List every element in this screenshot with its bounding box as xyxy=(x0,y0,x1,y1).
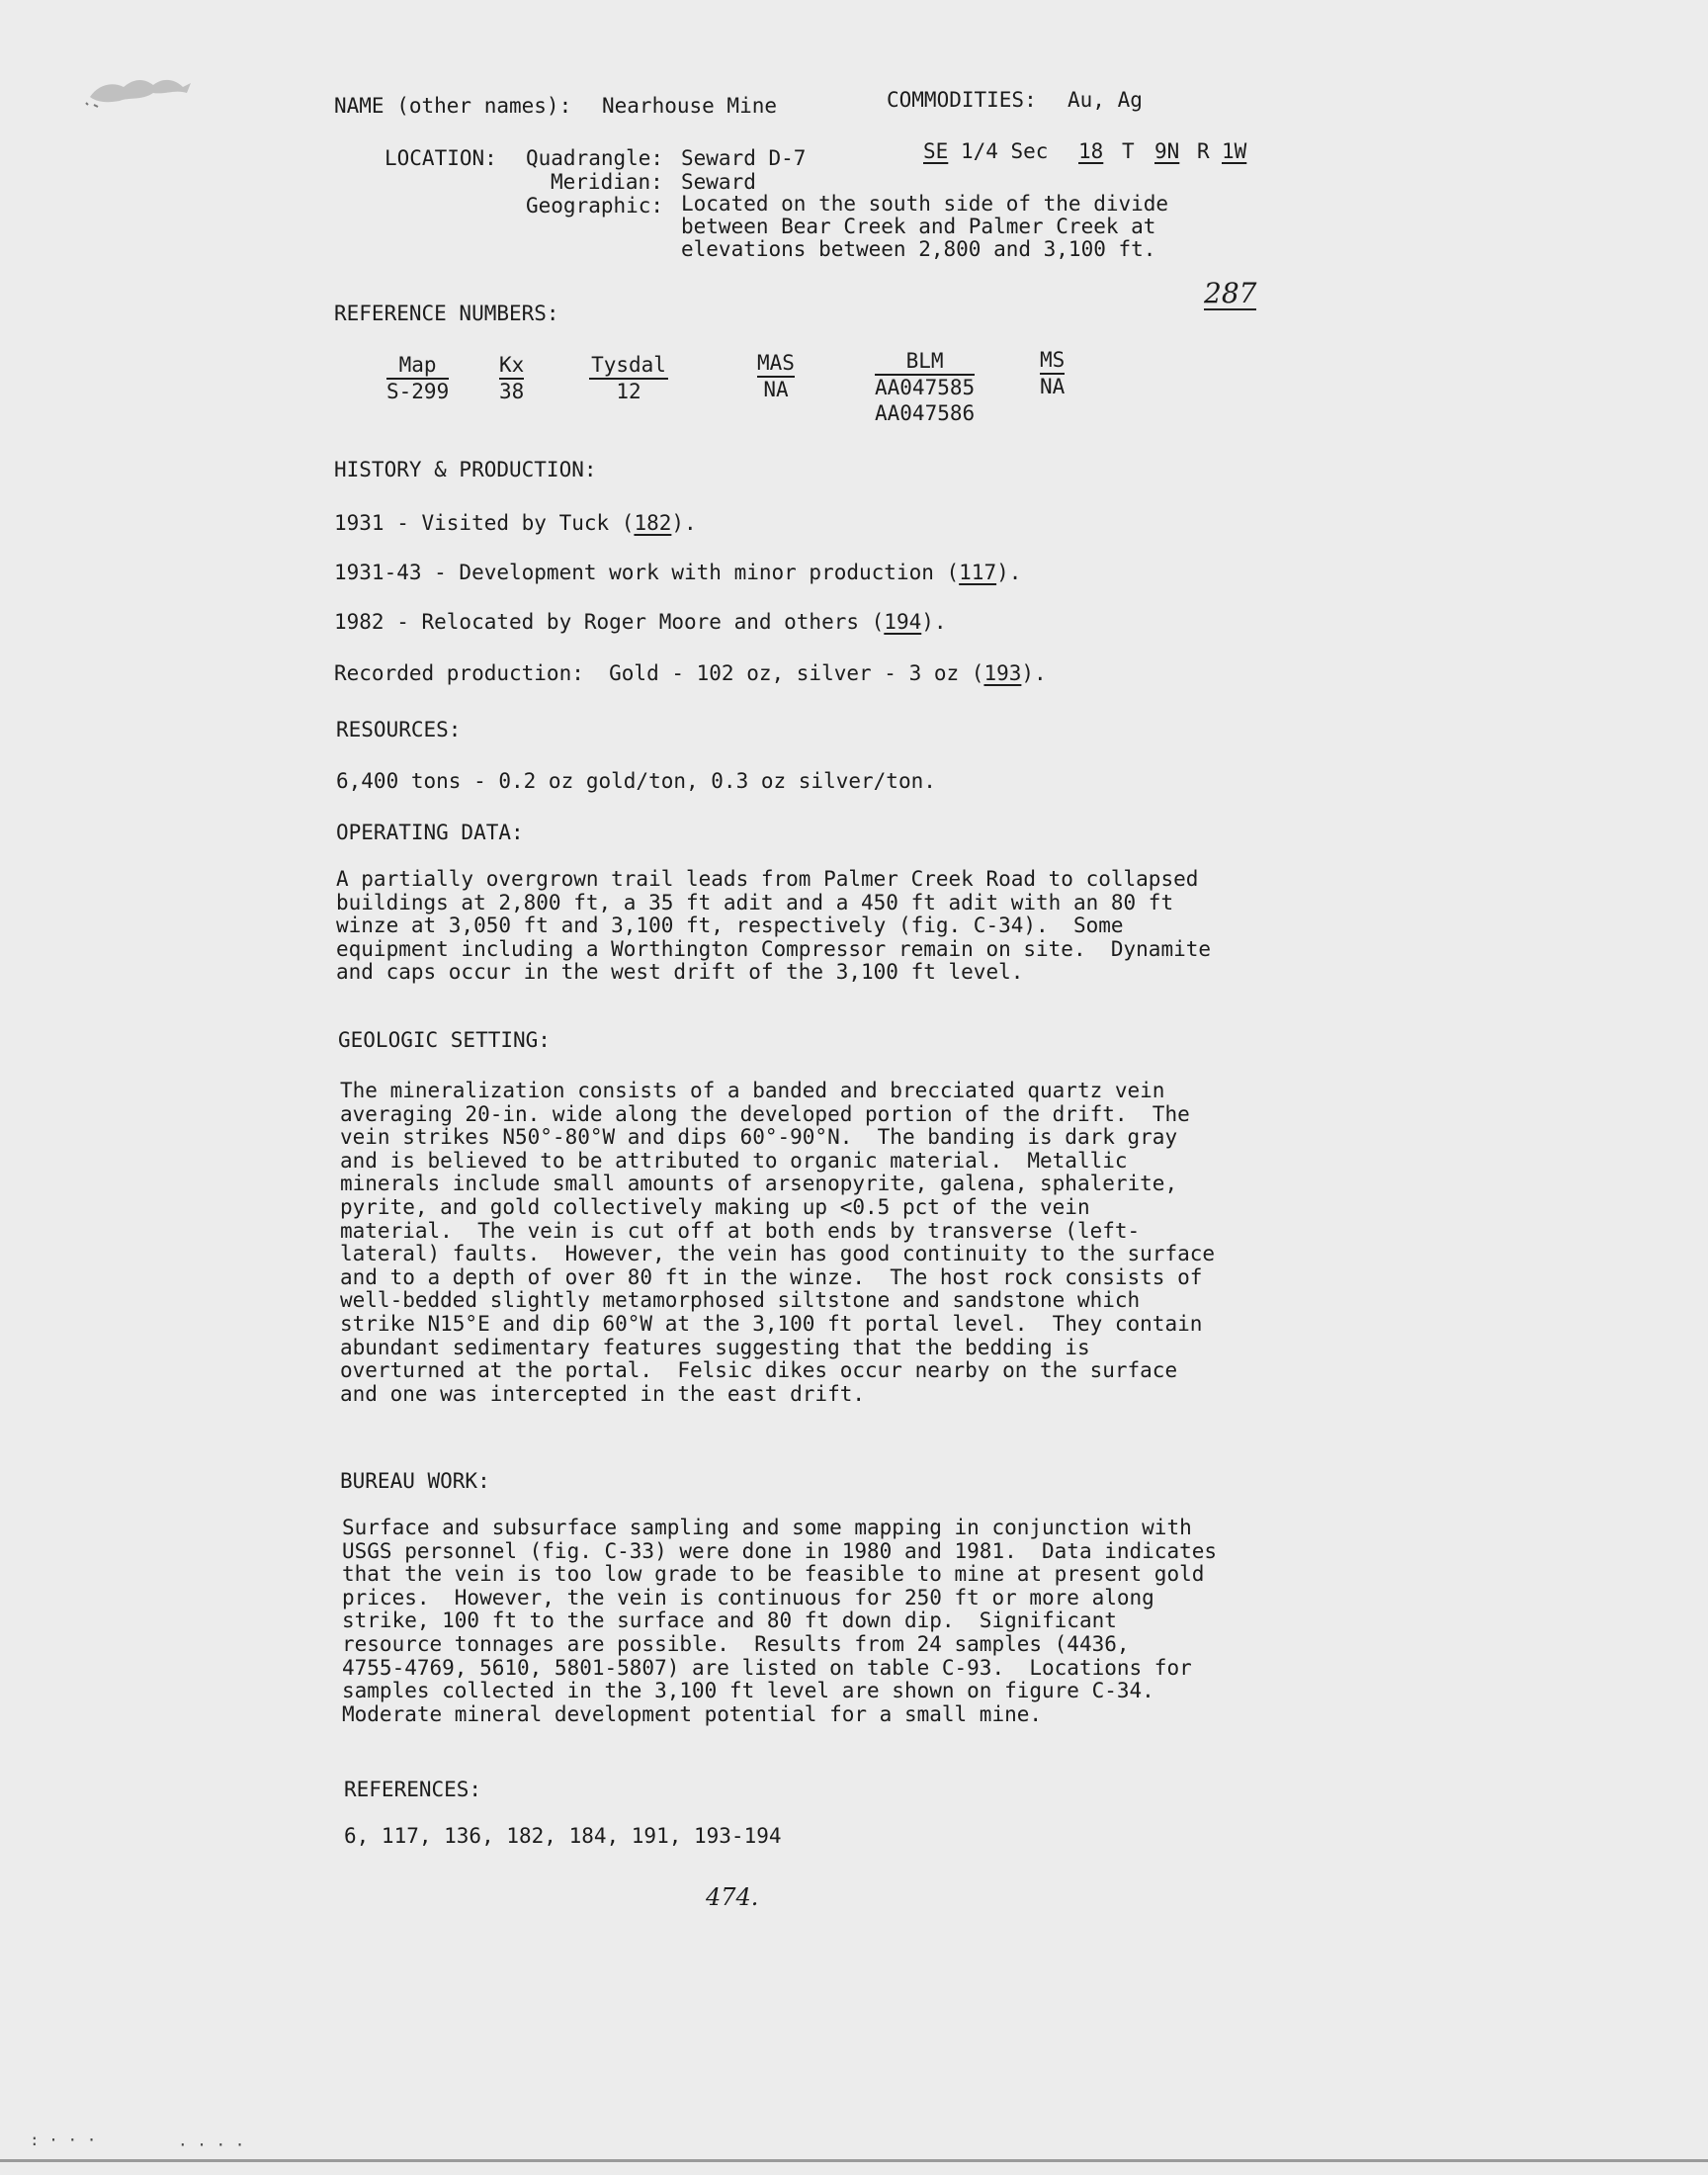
history-ref: 194 xyxy=(884,610,922,634)
references-heading: REFERENCES: xyxy=(344,1778,482,1801)
ref-col-value: NA xyxy=(763,378,789,401)
ref-col-head: Tysdal xyxy=(589,353,668,380)
commodities-value: Au, Ag xyxy=(1068,88,1143,112)
ref-col-blm xyxy=(875,349,975,425)
name-value: Nearhouse Mine xyxy=(602,94,778,118)
history-item xyxy=(334,511,697,535)
ref-col-ms xyxy=(1040,348,1065,398)
references-text: 6, 117, 136, 182, 184, 191, 193-194 xyxy=(344,1824,782,1848)
ref-col-map xyxy=(386,353,449,403)
history-text: 1982 - Relocated by Roger Moore and others ( xyxy=(334,610,885,634)
history-heading: HISTORY & PRODUCTION: xyxy=(334,458,597,481)
ref-col-value: S-299 xyxy=(386,380,450,403)
section-value: 18 xyxy=(1078,139,1104,163)
location-label: LOCATION: xyxy=(384,146,497,170)
township-value: 9N xyxy=(1154,139,1180,163)
smudge-mark xyxy=(84,67,198,111)
ref-col-value: 38 xyxy=(499,380,525,403)
range-label: R xyxy=(1197,139,1210,163)
page-number: 474. xyxy=(706,1883,759,1911)
operating-data-text: A partially overgrown trail leads from Palmer Creek Road to collapsed buildings at 2,800 ft, a 35 ft adit and a 450 ft adit with an 80 ft winze at 3,050 ft and 3,100 ft, respectively (fig. C-34). Some equipment including a Worthington Compressor remain on site. Dynamite and caps occur in the west drift of the 3,100 ft level. xyxy=(336,867,1212,985)
location-sec xyxy=(923,139,1048,163)
name-label: NAME (other names): xyxy=(334,94,572,118)
resources-heading: RESOURCES: xyxy=(336,718,462,741)
quadrangle-label: Quadrangle: xyxy=(526,146,664,170)
history-item xyxy=(334,561,1021,584)
ref-col-value: NA xyxy=(1040,375,1066,398)
history-ref: 193 xyxy=(983,661,1022,685)
ref-col-head: Kx xyxy=(499,353,524,380)
ref-col-head: BLM xyxy=(875,349,975,376)
meridian-value: Seward xyxy=(681,170,756,194)
ref-col-mas xyxy=(757,351,795,401)
geographic-line: Located on the south side of the divide xyxy=(681,192,1169,216)
history-text: Recorded production: Gold - 102 oz, silver - 3 oz ( xyxy=(334,661,984,685)
history-end: ). xyxy=(671,511,697,535)
ref-col-head: Map xyxy=(386,353,449,380)
reference-numbers-heading: REFERENCE NUMBERS: xyxy=(334,302,559,325)
quarter-value: SE xyxy=(923,139,949,163)
geographic-line: between Bear Creek and Palmer Creek at xyxy=(681,215,1156,238)
bureau-work-heading: BUREAU WORK: xyxy=(340,1469,490,1493)
ref-col-value: 12 xyxy=(616,380,641,403)
scan-speck: : · · · xyxy=(30,2131,97,2149)
resources-text: 6,400 tons - 0.2 oz gold/ton, 0.3 oz silver/ton. xyxy=(336,769,936,793)
ref-col-kx xyxy=(499,353,524,403)
history-ref: 182 xyxy=(634,511,672,535)
history-end: ). xyxy=(996,561,1022,584)
ref-col-value: AA047586 xyxy=(875,401,976,425)
meridian-label: Meridian: xyxy=(551,170,663,194)
operating-data-heading: OPERATING DATA: xyxy=(336,821,524,844)
scan-speck: · · · · xyxy=(178,2135,245,2154)
ref-col-head: MAS xyxy=(757,351,795,378)
geographic-label: Geographic: xyxy=(526,194,664,218)
scan-edge-line xyxy=(0,2159,1708,2162)
history-ref: 117 xyxy=(959,561,997,584)
history-text: 1931 - Visited by Tuck ( xyxy=(334,511,635,535)
ref-col-head: MS xyxy=(1040,348,1065,375)
geographic-line: elevations between 2,800 and 3,100 ft. xyxy=(681,237,1156,261)
history-end: ). xyxy=(1021,661,1047,685)
history-item xyxy=(334,610,947,634)
commodities-label: COMMODITIES: xyxy=(887,88,1037,112)
handwritten-page-id: 287 xyxy=(1204,277,1257,309)
geologic-setting-text: The mineralization consists of a banded and brecciated quartz vein averaging 20-in. wide along the developed portion of the drift. The vein strikes N50°-80°W and dips 60°-90°N. The banding is dark gray and is believed to be attributed to organic material. Metallic minerals include small amounts of arsenopyrite, galena, sphalerite, pyrite, and gold collectively making up <0.5 pct of the vein material. The vein is cut off at both ends by transverse (left- lateral) faults. However, the vein has good continuity to the surface and to a depth of over 80 ft in the winze. The host rock consists of well-bedded slightly metamorphosed siltstone and sandstone which strike N15°E and dip 60°W at the 3,100 ft portal level. They contain abundant sedimentary features suggesting that the bedding is overturned at the portal. Felsic dikes occur nearby on the surface and one was intercepted in the east drift. xyxy=(340,1079,1216,1406)
ref-col-tysdal xyxy=(589,353,668,403)
range-value: 1W xyxy=(1222,139,1247,163)
history-item xyxy=(334,661,1047,685)
township-label: T xyxy=(1122,139,1135,163)
ref-col-value: AA047585 xyxy=(875,376,976,399)
quadrangle-value: Seward D-7 xyxy=(681,146,807,170)
geologic-setting-heading: GEOLOGIC SETTING: xyxy=(338,1028,551,1052)
history-text: 1931-43 - Development work with minor production ( xyxy=(334,561,960,584)
history-end: ). xyxy=(921,610,947,634)
quarter-text: 1/4 Sec xyxy=(960,139,1049,163)
bureau-work-text: Surface and subsurface sampling and some mapping in conjunction with USGS personnel (fig. C-33) were done in 1980 and 1981. Data indicates that the vein is too low grade to be feasible to mine at present gold prices. However, the vein is continuous for 250 ft or more along strike, 100 ft to the surface and 80 ft down dip. Significant resource tonnages are possible. Results from 24 samples (4436, 4755-4769, 5610, 5801-5807) are listed on table C-93. Locations for samples collected in the 3,100 ft level are shown on figure C-34. Moderate mineral development potential for a small mine. xyxy=(342,1516,1218,1726)
